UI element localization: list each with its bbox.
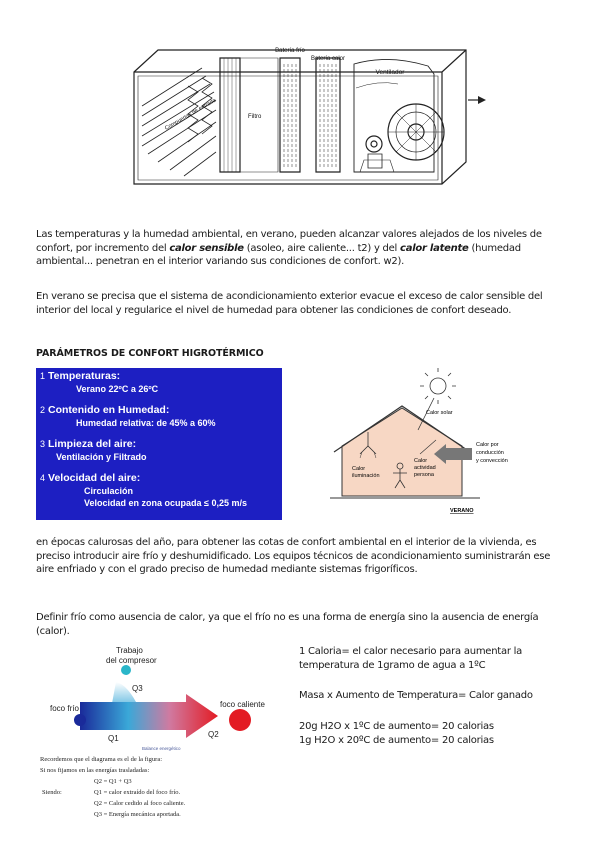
label-conveccion: y convección <box>476 458 508 464</box>
label-bateria-calor: Batería calor <box>310 56 346 62</box>
label-foco-caliente: foco caliente <box>220 700 265 709</box>
label-calor-por: Calor por <box>476 442 499 448</box>
caption-line-5: Q2 = Calor cedido al foco caliente. <box>94 800 186 807</box>
paragraph-calor-sensible: Las temperaturas y la humedad ambiental, en verano, pueden alcanzar valores alejados de los niveles de confort, por incremento del calor sensible (asoleo, aire caliente... t2) y del calor latente (humedad ambiental... penetran en el interior variando sus condiciones de confort. w2). <box>36 229 542 267</box>
term-calor-latente: calor latente <box>400 242 469 254</box>
caption-line-3: Q2 = Q1 + Q3 <box>94 778 132 785</box>
cold-focus-circle <box>74 714 86 726</box>
parameters-panel <box>36 368 282 520</box>
caption-siendo: Siendo: <box>42 789 62 796</box>
hot-focus-circle <box>229 709 251 731</box>
label-iluminacion-1: Calor <box>352 466 366 472</box>
label-q1: Q1 <box>108 734 119 743</box>
label-compuertas: Compuertas de entrada <box>164 97 218 132</box>
house-heat-illustration <box>330 366 508 518</box>
paragraph-verano: En verano se precisa que el sistema de acondicionamiento exterior evacue el exceso de calor sensible del interior del local y regularice el nivel de humedad para obtener las condiciones de confort deseado. <box>36 291 543 316</box>
sun-icon <box>420 368 456 404</box>
param-humedad: 2 Contenido en Humedad: <box>40 404 170 416</box>
param-temperaturas: 1 Temperaturas: <box>40 370 121 382</box>
section-heading: PARÁMETROS DE CONFORT HIGROTÉRMICO <box>36 348 264 359</box>
label-actividad-1: Calor <box>414 458 428 464</box>
compressor-circle <box>121 665 131 675</box>
label-foco-frio: foco frío <box>50 704 79 713</box>
label-trabajo: Trabajo del compresor <box>106 646 157 665</box>
param-velocidad-value-1: Circulación <box>84 486 134 496</box>
param-velocidad: 4 Velocidad del aire: <box>40 472 141 484</box>
paragraph-definir-frio: Definir frío como ausencia de calor, ya que el frío no es una forma de energía sino la ausencia de energía (calor). <box>36 612 539 637</box>
term-calor-sensible: calor sensible <box>169 242 244 254</box>
caption-line-4: Q1 = calor extraído del foco frío. <box>94 789 181 796</box>
param-temperaturas-value: Verano 22ºC a 26ºC <box>76 384 159 394</box>
param-humedad-value: Humedad relativa: de 45% a 60% <box>76 418 216 428</box>
param-velocidad-value-2: Velocidad en zona ocupada ≤ 0,25 m/s <box>84 498 247 508</box>
label-filtro: Filtro <box>248 114 262 120</box>
label-q3: Q3 <box>132 684 143 693</box>
label-iluminacion-2: iluminación <box>352 473 380 479</box>
label-calor-solar: Calor solar <box>426 410 453 416</box>
param-limpieza-value: Ventilación y Filtrado <box>56 452 147 462</box>
formula-20g: 20g H2O x 1ºC de aumento= 20 calorias <box>299 721 494 732</box>
paragraph-epocas-calurosas: en épocas calurosas del año, para obtener las cotas de confort ambiental en el interior de la vivienda, es preciso introducir aire frío y deshumidificado. Los equipos técnicos de acondicionamiento suministrarán ese aire enfriado y con el grado preciso de humedad mediante sistemas frigoríficos. <box>36 537 551 575</box>
formula-1g: 1g H2O x 20ºC de aumento= 20 calorias <box>299 735 494 746</box>
formula-masa: Masa x Aumento de Temperatura= Calor ganado <box>299 690 533 701</box>
caption-line-2: Si nos fijamos en las energías trasladadas: <box>40 767 150 774</box>
label-balance: Balance energético <box>142 746 181 751</box>
label-conduccion: conducción <box>476 450 504 456</box>
label-verano: VERANO <box>450 508 474 514</box>
param-limpieza: 3 Limpieza del aire: <box>40 438 137 450</box>
label-actividad-2: actividad <box>414 465 436 471</box>
label-actividad-3: persona <box>414 472 434 478</box>
formula-caloria: 1 Caloria= el calor necesario para aumentar la temperatura de 1gramo de agua a 1ºC <box>299 646 523 671</box>
caption-line-6: Q3 = Energía mecánica aportada. <box>94 811 181 818</box>
caption-line-1: Recordemos que el diagrama es el de la figura: <box>40 756 163 763</box>
heat-pump-diagram <box>36 642 276 826</box>
air-handler-illustration <box>128 44 478 194</box>
label-bateria-frio: Batería frío <box>275 48 305 54</box>
label-ventilador: Ventilador <box>375 69 405 76</box>
label-q2: Q2 <box>208 730 219 739</box>
